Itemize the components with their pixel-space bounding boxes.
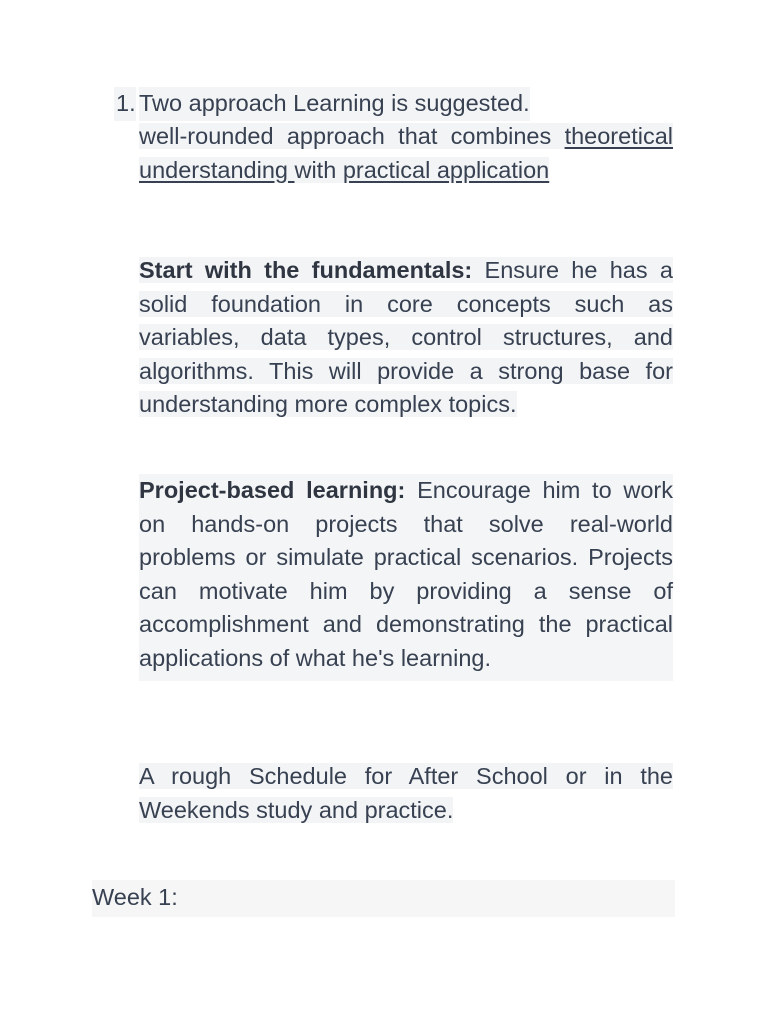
intro-connector: with (294, 156, 343, 183)
week-heading: Week 1: (92, 880, 675, 917)
fundamentals-body: Ensure he has a solid foundation in core concepts such as variables, data types, control structures, and algorithms. This will provide a strong base for understanding more complex topics. (139, 257, 673, 417)
schedule-text: A rough Schedule for After School or in the Weekends study and practice. (139, 763, 673, 823)
fundamentals-paragraph (139, 254, 673, 422)
list-heading: Two approach Learning is suggested. (139, 87, 530, 121)
underlined-practical-application: practical application (342, 156, 550, 183)
schedule-paragraph (139, 760, 673, 827)
intro-text: well-rounded approach that combines (139, 123, 565, 149)
fundamentals-label: Start with the fundamentals: (139, 257, 473, 283)
intro-paragraph (139, 120, 673, 187)
project-label: Project-based learning: (139, 477, 406, 503)
list-number: 1. (114, 87, 136, 121)
project-paragraph (139, 474, 673, 681)
project-body: Encourage him to work on hands-on projects that solve real-world problems or simulate practical scenarios. Projects can motivate him by providing a sense of accomplishment and demonstrating the practical applications of what he's learning. (139, 477, 673, 671)
underlined-theoretical-understanding: theoretical understanding (139, 123, 673, 183)
